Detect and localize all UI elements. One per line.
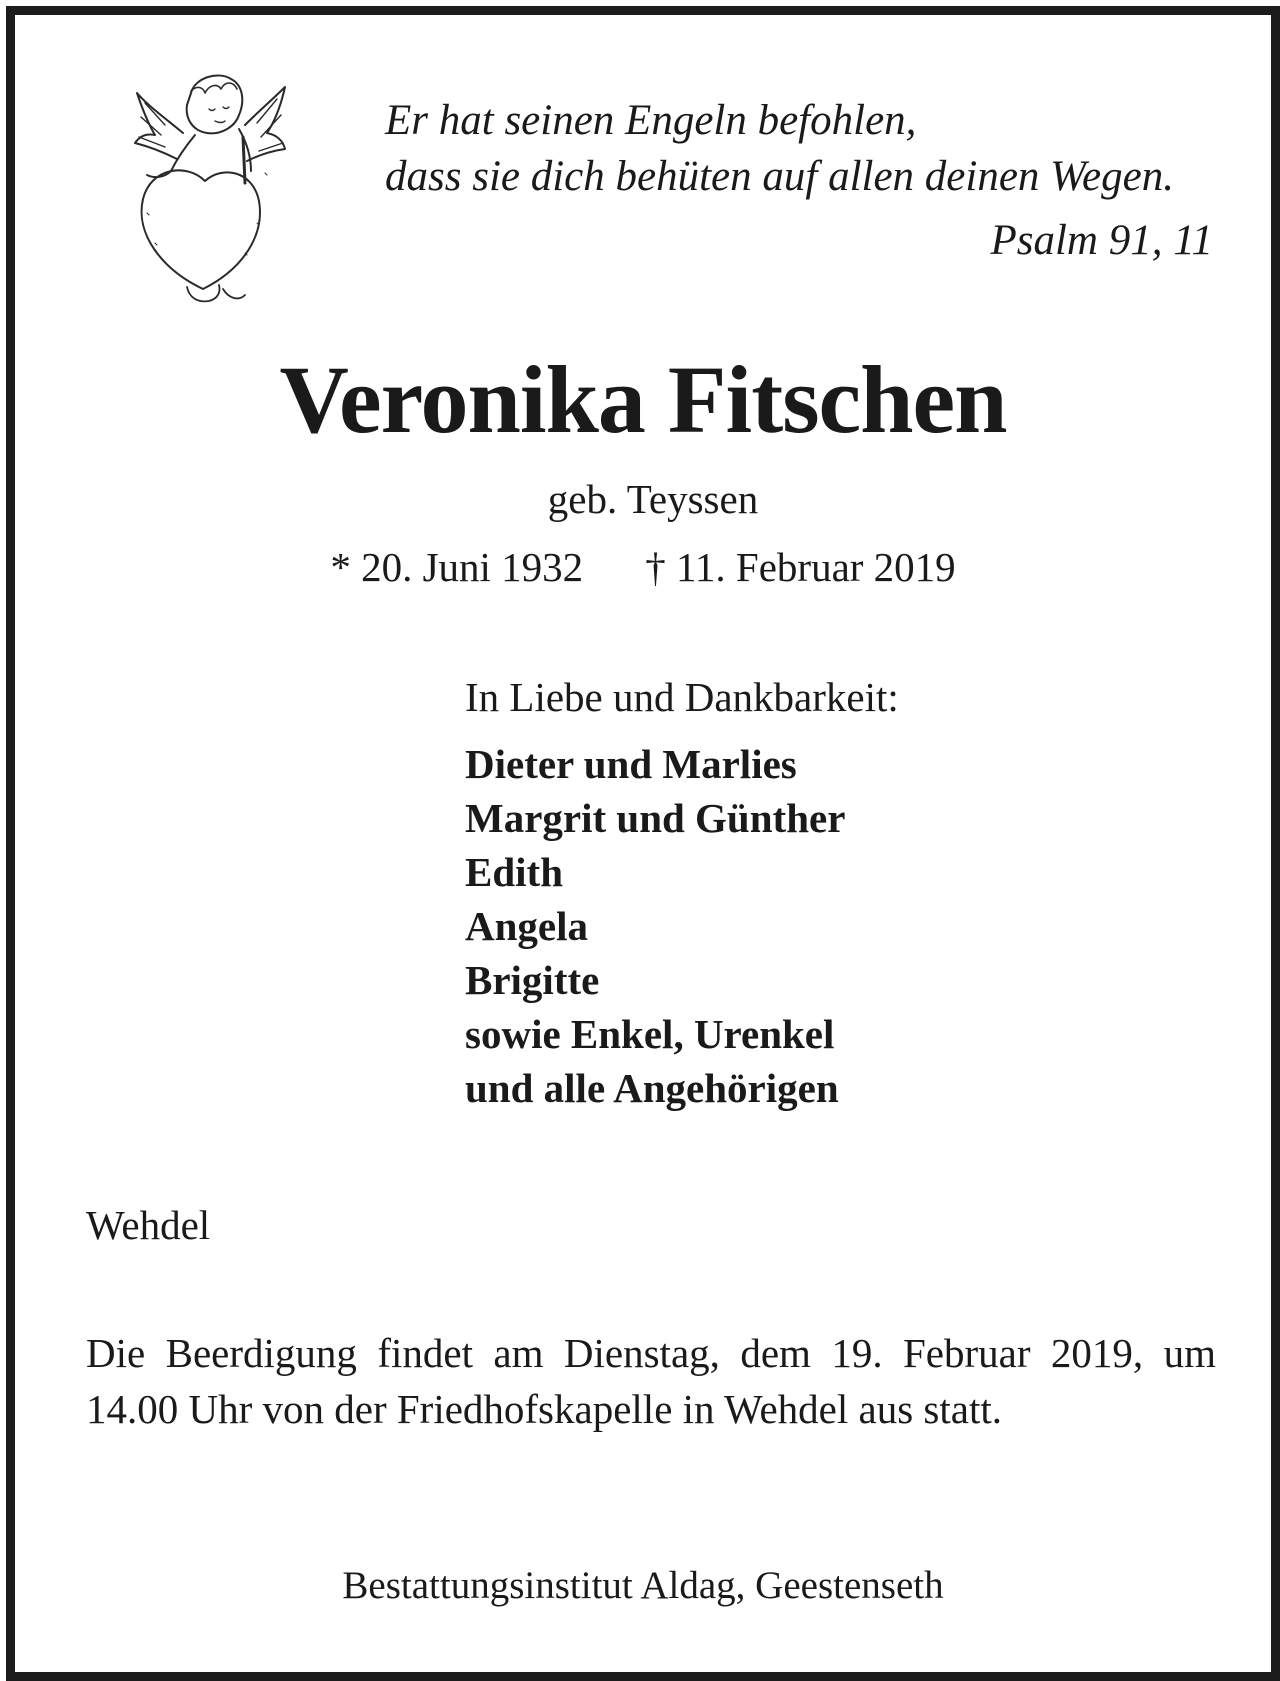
mourner-name: und alle Angehörigen [465, 1065, 839, 1111]
verse-reference: Psalm 91, 11 [990, 217, 1213, 264]
bible-verse [385, 93, 1213, 269]
verse-line-2: dass sie dich behüten auf allen deinen Wegen. [385, 153, 1174, 200]
birth-name: geb. Teyssen [547, 476, 759, 522]
place-name: Wehdel [86, 1202, 211, 1248]
mourners-list [465, 737, 1165, 1115]
mourner-name: Edith [465, 849, 563, 895]
mourner-name: Brigitte [465, 957, 600, 1003]
death-date: † 11. Februar 2019 [645, 544, 956, 590]
obituary-notice [6, 6, 1280, 1681]
mourner-name: Dieter und Marlies [465, 741, 797, 787]
life-dates [15, 541, 1271, 593]
mourner-name: sowie Enkel, Urenkel [465, 1011, 835, 1057]
birth-date: * 20. Juni 1932 [330, 544, 584, 590]
mourner-name: Angela [465, 903, 588, 949]
mourners-section [465, 669, 1165, 1115]
verse-line-1: Er hat seinen Engeln befohlen, [385, 97, 917, 144]
undertaker-name: Bestattungsinstitut Aldag, Geestenseth [342, 1564, 944, 1607]
mourner-name: Margrit und Günther [465, 795, 846, 841]
angel-with-heart-icon [125, 63, 295, 323]
deceased-name: Veronika Fitschen [279, 346, 1007, 453]
mourners-intro: In Liebe und Dankbarkeit: [465, 674, 899, 720]
funeral-announcement: Die Beerdigung findet am Dienstag, dem 19. Februar 2019, um 14.00 Uhr von der Friedhofskapelle in Wehdel aus statt. [86, 1330, 1216, 1432]
